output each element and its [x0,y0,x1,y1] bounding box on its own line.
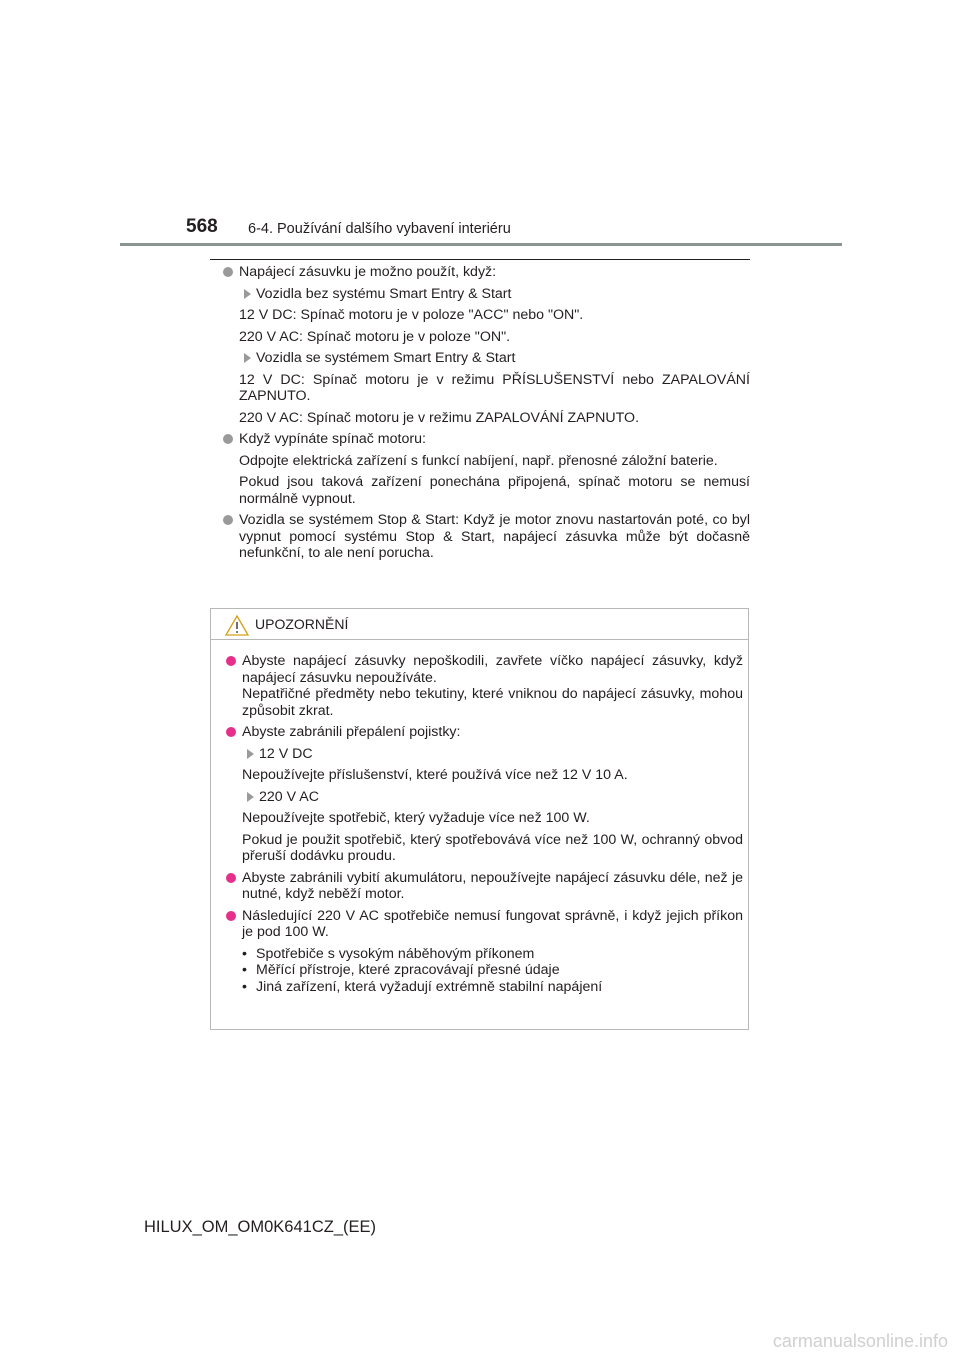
paragraph: Nepoužívejte příslušenství, které používá více než 12 V 10 A. [242,767,628,783]
sub-heading [239,350,750,367]
item-text: Nepatřičné předměty nebo tekutiny, které vniknou do napájecí zásuvky, mohou způsobit zkrat. [242,686,743,719]
bullet-dot-icon [226,656,236,666]
bullet-dot-icon [226,911,236,921]
warning-item [225,908,743,941]
item-text: Abyste napájecí zásuvky nepoškodili, zavřete víčko napájecí zásuvky, když napájecí zásuvku nepoužíváte. [242,653,743,686]
paragraph: 220 V AC: Spínač motoru je v režimu ZAPALOVÁNÍ ZAPNUTO. [239,409,640,426]
appliance-list [242,946,743,996]
sub-heading-text: Vozidla se systémem Smart Entry & Start [256,350,516,366]
paragraph: 12 V DC: Spínač motoru je v režimu PŘÍSLUŠENSTVÍ nebo ZAPALOVÁNÍ ZAPNUTO. [239,371,750,404]
item-text: Abyste zabránili přepálení pojistky: [242,724,461,740]
sub-heading-text: 220 V AC [259,788,319,805]
paragraph: Pokud je použit spotřebič, který spotřebovává více než 100 W, ochranný obvod přeruší dodávku proudu. [242,831,743,864]
warning-item [225,870,743,903]
sub-heading [239,286,750,303]
paragraph: 12 V DC: Spínač motoru je v poloze "ACC" nebo "ON". [239,307,584,323]
list-item: • Jiná zařízení, která vyžadují extrémně stabilní napájení [242,979,743,996]
warning-header [211,609,748,640]
bullet-dot-icon [223,267,233,277]
page-number: 568 [186,216,218,237]
section-title: 6-4. Používání dalšího vybavení interiéru [248,221,511,237]
list-item: • Spotřebiče s vysokým náběhovým příkonem [242,946,743,963]
sub-heading-text: 12 V DC [259,745,313,762]
bullet-dot-icon [226,873,236,883]
paragraph: Pokud jsou taková zařízení ponechána připojená, spínač motoru se nemusí normálně vypnout. [239,474,750,507]
paragraph: Nepoužívejte spotřebič, který vyžaduje více než 100 W. [242,810,590,826]
header-rule [120,243,842,246]
triangle-marker-icon [247,792,254,802]
bullet-dot-icon [226,727,236,737]
sub-heading [242,746,743,763]
paragraph: 220 V AC: Spínač motoru je v poloze "ON". [239,328,511,345]
warning-box [210,608,749,1030]
triangle-marker-icon [244,289,251,299]
main-content [222,264,750,567]
warning-content [225,653,743,995]
item-text: Následující 220 V AC spotřebiče nemusí fungovat správně, i když jejich příkon je pod 100 W. [242,907,743,940]
list-item [222,264,750,281]
warning-title: UPOZORNĚNÍ [255,616,349,632]
bullet-dot-icon [223,434,233,444]
document-code: HILUX_OM_OM0K641CZ_(EE) [144,1218,376,1236]
bullet-dot-icon [223,515,233,525]
item-text: Napájecí zásuvku je možno použít, když: [239,264,497,280]
triangle-marker-icon [244,353,251,363]
sub-heading-text: Vozidla bez systému Smart Entry & Start [256,285,512,302]
paragraph: Odpojte elektrická zařízení s funkcí nabíjení, např. přenosné záložní baterie. [239,452,718,469]
warning-triangle-icon [225,615,249,636]
warning-item [225,653,743,719]
list-item [222,512,750,562]
item-text: Když vypínáte spínač motoru: [239,431,426,447]
list-item: • Měřící přístroje, které zpracovávají přesné údaje [242,962,743,979]
watermark: carmanualsonline.info [772,1331,948,1351]
sub-heading [242,789,743,806]
triangle-marker-icon [247,749,254,759]
warning-item [225,724,743,741]
item-text: Vozidla se systémem Stop & Start: Když je motor znovu nastartován poté, co byl vypnut pomocí systému Stop & Start, napájecí zásuvka může být dočasně nefunkční, to ale není porucha. [239,512,750,561]
item-text: Abyste zabránili vybití akumulátoru, nepoužívejte napájecí zásuvku déle, než je nutné, když neběží motor. [242,869,743,902]
content-rule [210,259,750,260]
list-item [222,431,750,448]
